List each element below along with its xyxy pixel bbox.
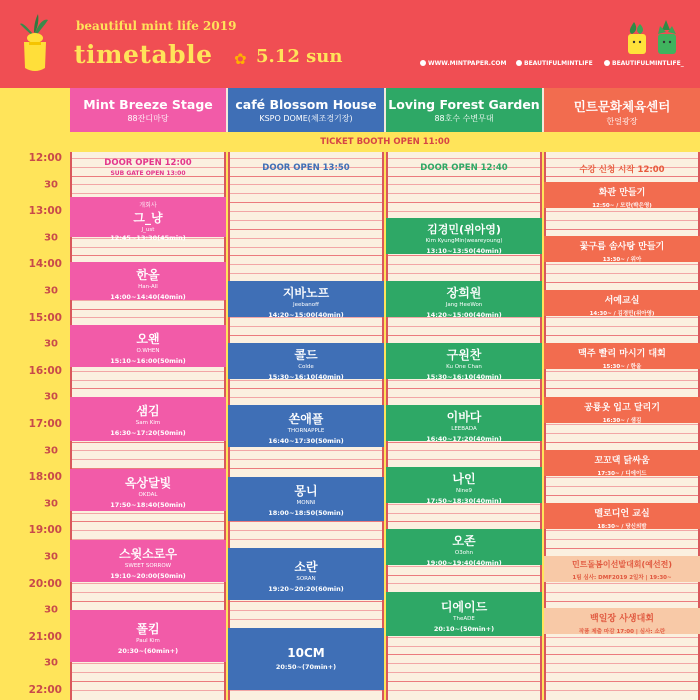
- event-mint-7[interactable]: 폴킴 Paul Kim 20:30~(60min+): [70, 610, 226, 662]
- grid-line: [230, 326, 382, 327]
- time-label: 13:00: [28, 205, 62, 218]
- grid-line: [230, 184, 382, 185]
- grid-line: [546, 583, 698, 584]
- grid-line: [546, 477, 698, 478]
- event-forest-2[interactable]: 장희원 Jang HeeWon 14:20~15:00(40min): [386, 281, 542, 317]
- potted-plants-icon: [624, 18, 684, 58]
- grid-line: [72, 193, 224, 194]
- grid-line: [388, 672, 540, 673]
- grid-line: [546, 672, 698, 673]
- page-title: timetable: [74, 40, 213, 69]
- grid-line: [388, 513, 540, 514]
- grid-line: [230, 690, 382, 691]
- event-culture-5[interactable]: 공룡옷 입고 달리기 16:30~ / 샘김: [544, 397, 700, 423]
- grid-line: [230, 397, 382, 398]
- grid-line: [72, 530, 224, 531]
- flower-icon: ✿: [234, 50, 247, 68]
- grid-line: [546, 326, 698, 327]
- grid-line: [230, 530, 382, 531]
- social-facebook[interactable]: BEAUTIFULMINTLIFE: [516, 60, 593, 67]
- time-label: 30: [44, 445, 58, 457]
- grid-line: [72, 371, 224, 372]
- time-label: 20:00: [28, 577, 62, 590]
- grid-line: [388, 690, 540, 691]
- grid-line: [546, 690, 698, 691]
- grid-line: [230, 220, 382, 221]
- event-culture-4[interactable]: 맥주 빨리 마시기 대회 15:30~ / 한올: [544, 343, 700, 369]
- grid-line: [388, 326, 540, 327]
- event-date: 5.12 sun: [256, 46, 343, 67]
- grid-line: [388, 176, 540, 177]
- grid-line: [72, 521, 224, 522]
- time-label: 19:00: [28, 524, 62, 537]
- grid-line: [388, 450, 540, 451]
- grid-line: [546, 539, 698, 540]
- grid-line: [72, 247, 224, 248]
- time-label: 30: [44, 179, 58, 191]
- grid-line: [230, 211, 382, 212]
- grid-line: [72, 317, 224, 318]
- grid-line: [72, 388, 224, 389]
- grid-line: [388, 335, 540, 336]
- grid-line: [546, 601, 698, 602]
- grid-line: [230, 158, 382, 159]
- grid-line: [546, 176, 698, 177]
- grid-line: [546, 264, 698, 265]
- time-label: 30: [44, 232, 58, 244]
- grid-line: [546, 486, 698, 487]
- grid-line: [388, 654, 540, 655]
- grid-line: [230, 247, 382, 248]
- event-forest-1[interactable]: 김경민(위아영) Kim KyungMin(weareyoung) 13:10~13:50(40min): [386, 218, 542, 254]
- grid-line: [230, 459, 382, 460]
- event-culture-3[interactable]: 서예교실 14:30~ / 김경민(위아영): [544, 290, 700, 316]
- event-cafe-5[interactable]: 소란 SORAN 19:20~20:20(60min): [228, 548, 384, 600]
- time-label: 30: [44, 498, 58, 510]
- grid-line: [230, 193, 382, 194]
- event-culture-2[interactable]: 꽃구름 솜사탕 만들기 13:30~ / 위아: [544, 236, 700, 262]
- grid-line: [546, 442, 698, 443]
- event-forest-3[interactable]: 구원찬 Ku One Chan 15:30~16:10(40min): [386, 343, 542, 379]
- grid-line: [388, 397, 540, 398]
- time-label: 22:00: [28, 684, 62, 696]
- grid-line: [546, 371, 698, 372]
- grid-line: [230, 388, 382, 389]
- grid-line: [546, 317, 698, 318]
- event-cafe-2[interactable]: 콜드 Colde 15:30~16:10(40min): [228, 343, 384, 379]
- grid-line: [388, 681, 540, 682]
- time-label: 16:00: [28, 364, 62, 377]
- event-cafe-3[interactable]: 쏜애플 THORNAPPLE 16:40~17:30(50min): [228, 405, 384, 447]
- grid-line: [546, 646, 698, 647]
- event-culture-1[interactable]: 화관 만들기 12:50~ / 모란(박은영): [544, 182, 700, 208]
- grid-line: [546, 663, 698, 664]
- brand-name: beautiful mint life 2019: [76, 19, 237, 33]
- grid-line: [388, 637, 540, 638]
- lemon-jar-logo-icon: [18, 12, 52, 74]
- event-forest-6[interactable]: 오존 O3ohn 19:00~19:40(40min): [386, 529, 542, 565]
- grid-line: [546, 388, 698, 389]
- time-label: 17:00: [28, 418, 62, 430]
- grid-line: [388, 575, 540, 576]
- social-website[interactable]: WWW.MINTPAPER.COM: [420, 60, 506, 67]
- grid-line: [72, 459, 224, 460]
- time-label: 14:00: [28, 258, 62, 271]
- event-mint-5[interactable]: 옥상달빛 OKDAL 17:50~18:40(50min): [70, 469, 226, 511]
- grid-line: [388, 521, 540, 522]
- event-culture-9[interactable]: 백일장 사생대회 작품 제출 마감 17:00 | 심사: 소란: [544, 608, 700, 634]
- time-label: 30: [44, 338, 58, 350]
- grid-line: [388, 211, 540, 212]
- event-mint-3[interactable]: 오왠 O.WHEN 15:10~16:00(50min): [70, 325, 226, 367]
- grid-line: [72, 690, 224, 691]
- grid-line: [230, 450, 382, 451]
- grid-line: [546, 637, 698, 638]
- grid-line: [546, 495, 698, 496]
- stage-header-cafe-blossom: café Blossom House KSPO DOME(체조경기장): [228, 88, 384, 132]
- grid-line: [72, 663, 224, 664]
- social-instagram[interactable]: BEAUTIFULMINTLIFE_: [604, 60, 684, 67]
- grid-line: [546, 433, 698, 434]
- event-mint-2[interactable]: 한올 Han-All 14:00~14:40(40min): [70, 262, 226, 300]
- grid-line: [388, 388, 540, 389]
- grid-line: [72, 513, 224, 514]
- grid-line: [546, 282, 698, 283]
- grid-line: [230, 539, 382, 540]
- grid-line: [230, 619, 382, 620]
- grid-line: [546, 681, 698, 682]
- grid-line: [72, 672, 224, 673]
- grid-line: [546, 530, 698, 531]
- grid-line: [388, 255, 540, 256]
- grid-line: [388, 184, 540, 185]
- time-label: 30: [44, 551, 58, 563]
- grid-line: [230, 468, 382, 469]
- grid-line: [230, 601, 382, 602]
- grid-line: [230, 610, 382, 611]
- grid-line: [546, 273, 698, 274]
- grid-line: [546, 158, 698, 159]
- grid-line: [72, 380, 224, 381]
- event-mint-6[interactable]: 스윗소로우 SWEET SORROW 19:10~20:00(50min): [70, 540, 226, 582]
- grid-line: [546, 548, 698, 549]
- grid-line: [72, 442, 224, 443]
- time-label: 21:00: [28, 630, 62, 643]
- time-label: 15:00: [28, 311, 62, 324]
- event-culture-6[interactable]: 꼬꼬댁 닭싸움 17:30~ / 디에이드: [544, 450, 700, 476]
- grid-line: [546, 424, 698, 425]
- header-bar: [0, 0, 700, 88]
- grid-line: [230, 273, 382, 274]
- door-open-forest: DOOR OPEN 12:40: [420, 163, 508, 173]
- grid-line: [388, 202, 540, 203]
- grid-line: [230, 202, 382, 203]
- grid-line: [72, 601, 224, 602]
- event-culture-7[interactable]: 멜로디언 교실 18:30~ / 당신의밤: [544, 503, 700, 529]
- grid-line: [72, 184, 224, 185]
- event-forest-4[interactable]: 이바다 LEEBADA 16:40~17:20(40min): [386, 405, 542, 441]
- grid-line: [72, 592, 224, 593]
- grid-line: [546, 335, 698, 336]
- event-cafe-1[interactable]: 지바노프 Jeebanoff 14:20~15:00(40min): [228, 281, 384, 317]
- grid-line: [388, 273, 540, 274]
- grid-line: [388, 646, 540, 647]
- time-label: 12:00: [28, 152, 62, 164]
- grid-line: [230, 255, 382, 256]
- grid-line: [388, 193, 540, 194]
- event-culture-8[interactable]: 민트돌봄이선발대회(예선전) 1팀 심사: DMF2019 2일차 | 19:30~: [544, 556, 700, 582]
- grid-line: [230, 521, 382, 522]
- door-open-mint: DOOR OPEN 12:00 SUB GATE OPEN 13:00: [104, 158, 192, 177]
- time-label: 30: [44, 285, 58, 297]
- event-mint-1[interactable]: 개회사 그_냥 J_ust 12:45~13:30(45min): [70, 197, 226, 237]
- door-open-cafe: DOOR OPEN 13:50: [262, 163, 350, 173]
- ticket-booth-banner: TICKET BOOTH OPEN 11:00: [70, 132, 700, 152]
- grid-line: [388, 264, 540, 265]
- event-forest-5[interactable]: 나인 Nine9 17:50~18:30(40min): [386, 467, 542, 503]
- grid-line: [388, 158, 540, 159]
- grid-line: [546, 220, 698, 221]
- grid-line: [72, 583, 224, 584]
- stage-header-mint-breeze: Mint Breeze Stage 88잔디마당: [70, 88, 226, 132]
- event-cafe-6[interactable]: 10CM 20:50~(70min+): [228, 628, 384, 690]
- door-open-culture: 수강 신청 시작 12:00: [579, 165, 665, 175]
- grid-line: [72, 309, 224, 310]
- event-mint-4[interactable]: 샘김 Sam Kim 16:30~17:20(50min): [70, 397, 226, 441]
- time-label: 30: [44, 604, 58, 616]
- time-label: 30: [44, 391, 58, 403]
- grid-line: [546, 229, 698, 230]
- stage-header-mint-culture: 민트문화체육센터 한얼광장: [544, 88, 700, 132]
- grid-line: [72, 255, 224, 256]
- grid-line: [230, 264, 382, 265]
- grid-line: [546, 211, 698, 212]
- grid-line: [230, 335, 382, 336]
- time-label: 30: [44, 657, 58, 669]
- time-label: 18:00: [28, 471, 62, 484]
- grid-line: [230, 238, 382, 239]
- grid-line: [388, 583, 540, 584]
- event-cafe-4[interactable]: 몽니 MONNI 18:00~18:50(50min): [228, 477, 384, 521]
- stage-header-loving-forest: Loving Forest Garden 88호수 수변무대: [386, 88, 542, 132]
- grid-line: [72, 681, 224, 682]
- grid-line: [230, 176, 382, 177]
- grid-line: [388, 459, 540, 460]
- grid-line: [72, 450, 224, 451]
- grid-line: [230, 229, 382, 230]
- grid-line: [546, 380, 698, 381]
- grid-line: [546, 654, 698, 655]
- event-forest-7[interactable]: 디에이드 TheADE 20:10~(50min+): [386, 592, 542, 636]
- grid-line: [546, 592, 698, 593]
- grid-line: [388, 663, 540, 664]
